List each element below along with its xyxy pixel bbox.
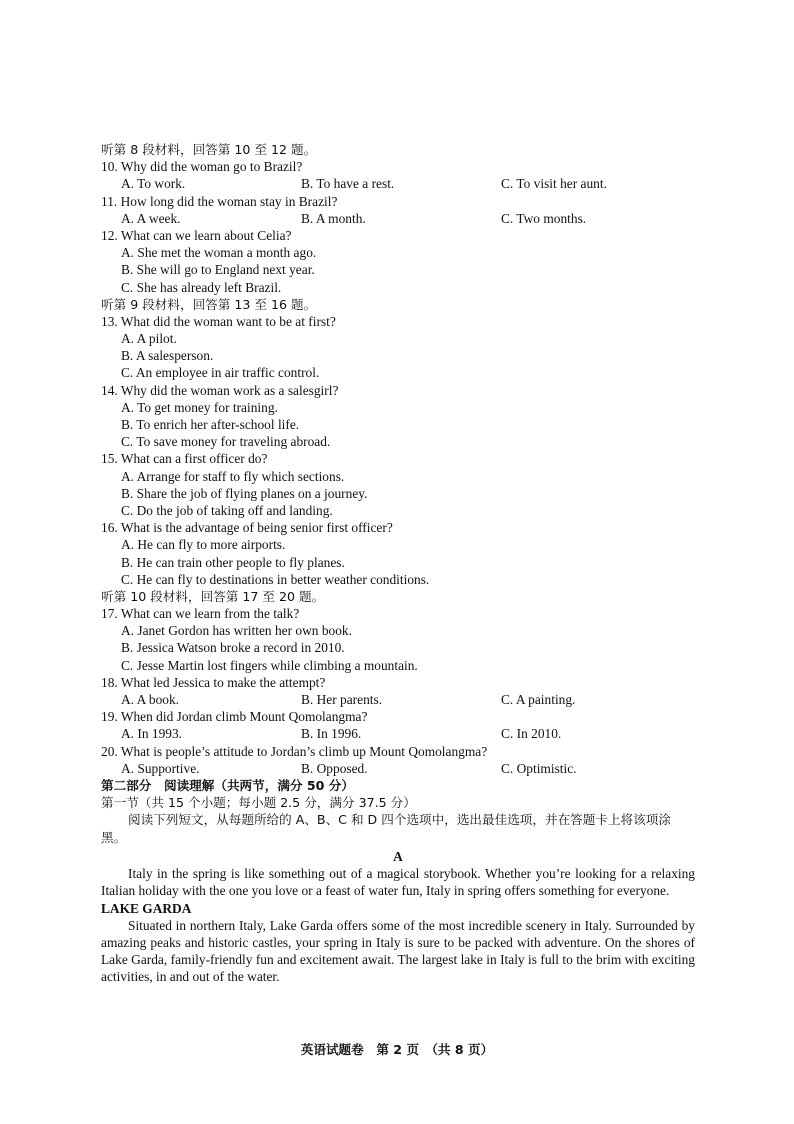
answer-option: A. Janet Gordon has written her own book.	[121, 623, 352, 639]
option-row	[101, 175, 695, 192]
answer-option: A. In 1993.	[121, 726, 182, 742]
answer-option: A. A book.	[121, 692, 180, 707]
listening-material-header: 听第 8 段材料，回答第 10 至 12 题。	[101, 142, 317, 157]
question-stem: 20. What is people’s attitude to Jordan’s climb up Mount Qomolangma?	[101, 743, 488, 759]
answer-option: A. A pilot.	[121, 331, 177, 347]
question-stem: 18. What led Jessica to make the attempt?	[101, 674, 326, 690]
passage-heading: LAKE GARDA	[101, 900, 192, 916]
answer-option: B. A salesperson.	[121, 348, 214, 364]
section1-title: 第一节（共 15 个小题；每小题 2.5 分，满分 37.5 分）	[101, 795, 416, 811]
question-stem: 16. What is the advantage of being senior first officer?	[101, 520, 393, 536]
answer-option: A. Arrange for staff to fly which sections.	[121, 468, 345, 484]
answer-option: B. Opposed.	[301, 760, 368, 776]
answer-option: B. To enrich her after-school life.	[121, 417, 300, 432]
answer-option: C. He can fly to destinations in better weather conditions.	[121, 571, 430, 587]
passage-body: Situated in northern Italy, Lake Garda offers some of the most incredible scenery in Italy. Surrounded by amazing peaks and historic castles, your spring in Italy is sure to be packed with adventure. On the shores of Lake Garda, family-friendly fun and excitement await. The largest lake in Italy is full to the brim with exciting activities, in and out of the water.	[101, 917, 695, 985]
answer-option: A. Supportive.	[121, 760, 200, 776]
answer-option: C. Jesse Martin lost fingers while climbing a mountain.	[121, 657, 418, 673]
question-stem: 12. What can we learn about Celia?	[101, 227, 292, 243]
answer-option: C. A painting.	[501, 692, 576, 707]
option-row	[101, 691, 695, 708]
listening-material-header: 听第 9 段材料，回答第 13 至 16 题。	[101, 296, 317, 312]
answer-option: A. She met the woman a month ago.	[121, 245, 317, 261]
question-stem: 17. What can we learn from the talk?	[101, 606, 300, 622]
question-stem: 11. How long did the woman stay in Brazil?	[101, 193, 338, 209]
question-stem: 13. What did the woman want to be at first?	[101, 313, 336, 329]
answer-option: C. In 2010.	[501, 726, 562, 742]
option-row	[101, 760, 695, 777]
answer-option: C. Optimistic.	[501, 760, 577, 776]
exam-page	[101, 141, 695, 986]
answer-option: A. He can fly to more airports.	[121, 537, 286, 553]
answer-option: B. Her parents.	[301, 692, 383, 707]
answer-option: B. In 1996.	[301, 726, 362, 742]
answer-option: C. Do the job of taking off and landing.	[121, 502, 333, 518]
listening-section	[101, 141, 695, 777]
listening-material-header: 听第 10 段材料，回答第 17 至 20 题。	[101, 588, 325, 604]
reading-instruction: 阅读下列短文，从每题所给的 A、B、C 和 D 四个选项中，选出最佳选项，并在答题卡上将该项涂黑。	[101, 812, 671, 845]
question-stem: 19. When did Jordan climb Mount Qomolangma?	[101, 709, 368, 725]
answer-option: A. A week.	[121, 210, 181, 226]
passage-label: A	[393, 849, 403, 865]
answer-option: B. Share the job of flying planes on a journey.	[121, 485, 368, 501]
answer-option: B. To have a rest.	[301, 176, 395, 192]
answer-option: C. To save money for traveling abroad.	[121, 434, 331, 450]
answer-option: A. To get money for training.	[121, 399, 278, 415]
question-stem: 15. What can a first officer do?	[101, 451, 268, 467]
answer-option: C. To visit her aunt.	[501, 176, 607, 192]
answer-option: C. Two months.	[501, 210, 587, 226]
option-row	[101, 210, 695, 227]
question-stem: 10. Why did the woman go to Brazil?	[101, 159, 303, 175]
question-stem: 14. Why did the woman work as a salesgirl?	[101, 382, 339, 398]
option-row	[101, 725, 695, 742]
page-footer: 英语试题卷 第 2 页 （共 8 页）	[300, 1042, 494, 1057]
part2-title: 第二部分 阅读理解（共两节，满分 50 分）	[101, 777, 354, 793]
answer-option: B. A month.	[301, 210, 366, 226]
answer-option: B. He can train other people to fly planes.	[121, 554, 345, 570]
answer-option: C. An employee in air traffic control.	[121, 365, 320, 381]
answer-option: C. She has already left Brazil.	[121, 279, 282, 295]
answer-option: A. To work.	[121, 176, 186, 192]
answer-option: B. Jessica Watson broke a record in 2010.	[121, 640, 345, 656]
answer-option: B. She will go to England next year.	[121, 262, 315, 278]
passage-intro: Italy in the spring is like something out of a magical storybook. Whether you’re looking for a relaxing Italian holiday with the one you love or a feast of water fun, Italy in spring offers something for everyone.	[101, 866, 695, 899]
